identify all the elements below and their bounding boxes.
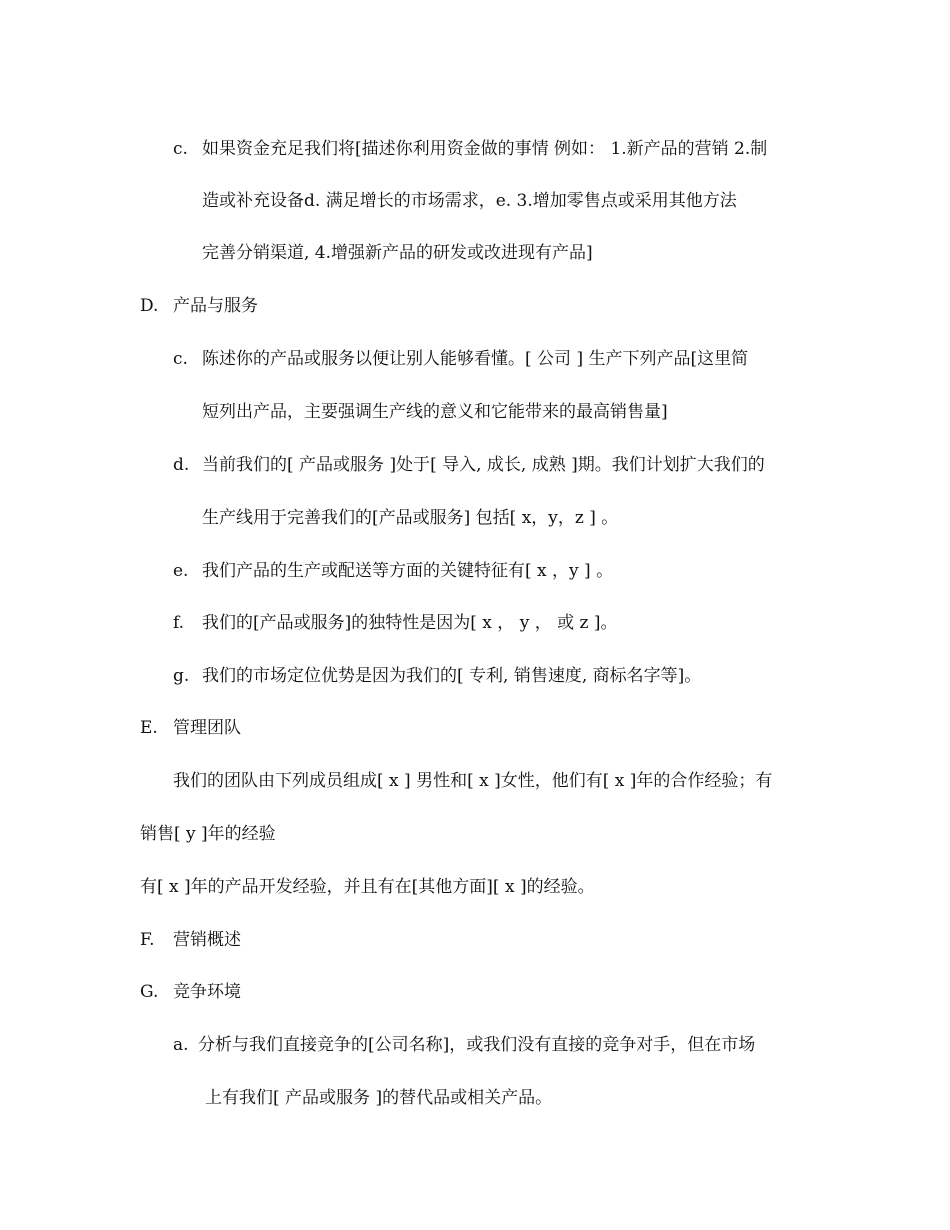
item-text-line: 分析与我们直接竞争的[公司名称]，或我们没有直接的竞争对手，但在市场 [198,1035,756,1055]
item-text-line: 陈述你的产品或服务以便让别人能够看懂。[ 公司 ] 生产下列产品[这里简 [202,349,749,369]
item-text-line: 如果资金充足我们将[描述你利用资金做的事情 例如： 1.新产品的营销 2.制 [202,139,768,159]
section-title: 产品与服务 [173,296,258,316]
section-title: 营销概述 [173,930,241,950]
item-text-line: 上有我们[ 产品或服务 ]的替代品或相关产品。 [205,1088,553,1108]
item-text-line: 完善分销渠道, 4.增强新产品的研发或改进现有产品] [202,243,593,263]
list-marker: e. [173,561,189,581]
list-marker: c. [173,349,188,369]
paragraph-line: 销售[ y ]年的经验 [140,824,276,844]
section-marker: G. [140,982,159,1002]
list-marker: a. [173,1035,189,1055]
item-text-line: 当前我们的[ 产品或服务 ]处于[ 导入, 成长, 成熟 ]期。我们计划扩大我们的 [202,455,765,475]
section-marker: E. [140,718,158,738]
section-marker: F. [140,930,155,950]
item-text-line: 造或补充设备d. 满足增长的市场需求，e. 3.增加零售点或采用其他方法 [202,191,737,211]
item-text-line: 生产线用于完善我们的[产品或服务] 包括[ x，y，z ] 。 [202,508,619,528]
list-marker: g. [173,666,190,686]
item-text-line: 我们产品的生产或配送等方面的关键特征有[ x ，y ] 。 [202,561,614,581]
list-marker: c. [173,139,188,159]
item-text-line: 我们的[产品或服务]的独特性是因为[ x ， y ， 或 z ]。 [202,613,618,633]
list-marker: f. [173,613,185,633]
paragraph-line: 我们的团队由下列成员组成[ x ] 男性和[ x ]女性，他们有[ x ]年的合作经验；有 [173,771,773,791]
paragraph-line: 有[ x ]年的产品开发经验，并且有在[其他方面][ x ]的经验。 [140,877,595,897]
section-title: 管理团队 [173,718,241,738]
section-marker: D. [140,296,159,316]
item-text-line: 我们的市场定位优势是因为我们的[ 专利, 销售速度, 商标名字等]。 [202,666,702,686]
list-marker: d. [173,455,190,475]
section-title: 竞争环境 [173,982,241,1002]
item-text-line: 短列出产品，主要强调生产线的意义和它能带来的最高销售量] [202,402,668,422]
